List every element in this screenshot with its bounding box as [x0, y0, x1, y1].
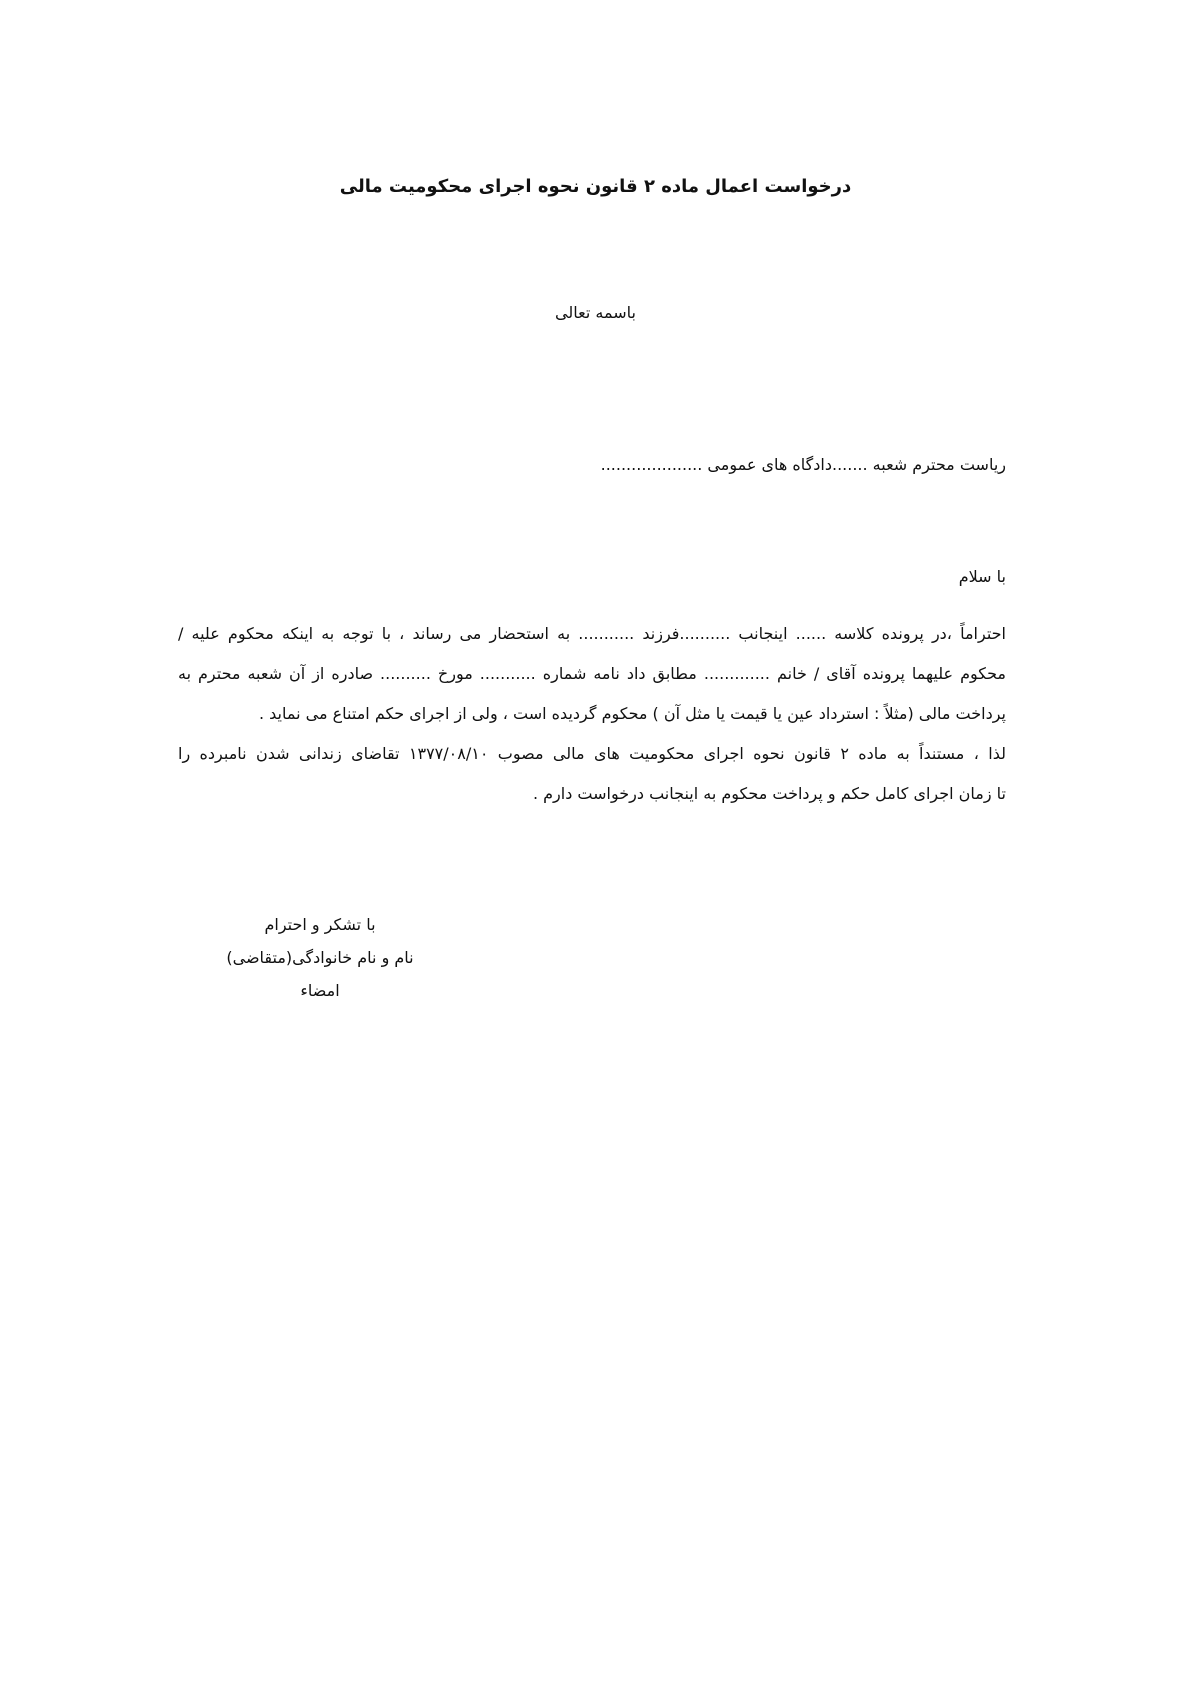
- greeting-line: با سلام: [958, 567, 1006, 586]
- body-line: محکوم علیهما پرونده آقای / خانم ............. مطابق داد نامه شماره ........... مورخ .......... صادره از آن شعبه محترم به: [178, 664, 1006, 683]
- body-line: تا زمان اجرای کامل حکم و پرداخت محکوم به اینجانب درخواست دارم .: [532, 784, 1006, 803]
- closing-block: [200, 908, 440, 1007]
- body-line: پرداخت مالی (مثلاً : استرداد عین یا قیمت یا مثل آن ) محکوم گردیده است ، ولی از اجرای حکم امتناع می نماید .: [258, 704, 1006, 723]
- body-line: احتراماً ،در پرونده کلاسه ...... اینجانب ..........فرزند ........... به استحضار می رساند ، با توجه به اینکه محکوم علیه /: [178, 624, 1006, 643]
- letter-body: [178, 614, 1006, 814]
- applicant-name-label: نام و نام خانوادگی(متقاضی): [226, 948, 414, 967]
- document-title: درخواست اعمال ماده ۲ قانون نحوه اجرای محکومیت مالی: [339, 176, 852, 197]
- body-line: لذا ، مستنداً به ماده ۲ قانون نحوه اجرای محکومیت های مالی مصوب ۱۳۷۷/۰۸/۱۰ تقاضای زندانی شدن نامبرده را: [178, 744, 1006, 763]
- basmala-heading: باسمه تعالی: [555, 303, 636, 322]
- addressee-line: ریاست محترم شعبه .......دادگاه های عمومی ....................: [600, 455, 1006, 474]
- signature-label: امضاء: [300, 981, 340, 1000]
- closing-thanks: با تشکر و احترام: [264, 915, 376, 934]
